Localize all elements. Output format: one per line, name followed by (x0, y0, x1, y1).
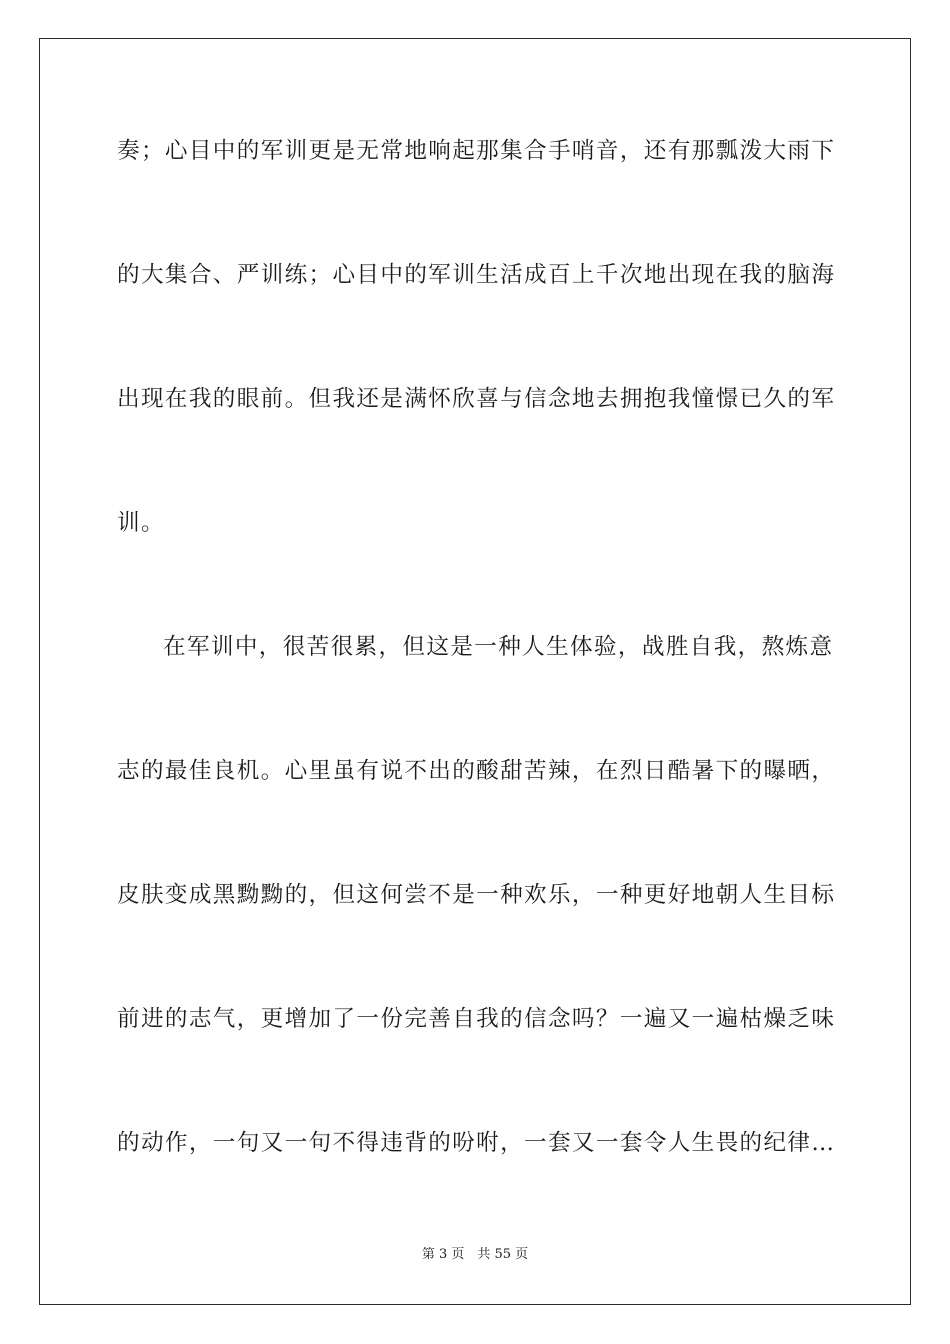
paragraph-line-9: 的动作，一句又一句不得违背的吩咐，一套又一套令人生畏的纪律… (117, 1130, 836, 1156)
paragraph-line-3: 出现在我的眼前。但我还是满怀欣喜与信念地去拥抱我憧憬已久的军 (117, 386, 836, 412)
page-number-footer: 第 3 页 共 55 页 (421, 1247, 529, 1262)
paragraph-line-2: 的大集合、严训练；心目中的军训生活成百上千次地出现在我的脑海 (117, 262, 836, 288)
paragraph-line-4: 训。 (117, 510, 165, 536)
paragraph-line-7: 皮肤变成黑黝黝的，但这何尝不是一种欢乐，一种更好地朝人生目标 (117, 882, 836, 908)
page-frame (39, 38, 911, 1305)
paragraph-line-8: 前进的志气，更增加了一份完善自我的信念吗？一遍又一遍枯燥乏味 (117, 1006, 836, 1032)
paragraph-line-5: 在军训中，很苦很累，但这是一种人生体验，战胜自我，熬炼意 (163, 634, 834, 660)
paragraph-line-6: 志的最佳良机。心里虽有说不出的酸甜苦辣，在烈日酷暑下的曝晒， (117, 758, 836, 784)
paragraph-line-1: 奏；心目中的军训更是无常地响起那集合手哨音，还有那瓢泼大雨下 (117, 138, 836, 164)
